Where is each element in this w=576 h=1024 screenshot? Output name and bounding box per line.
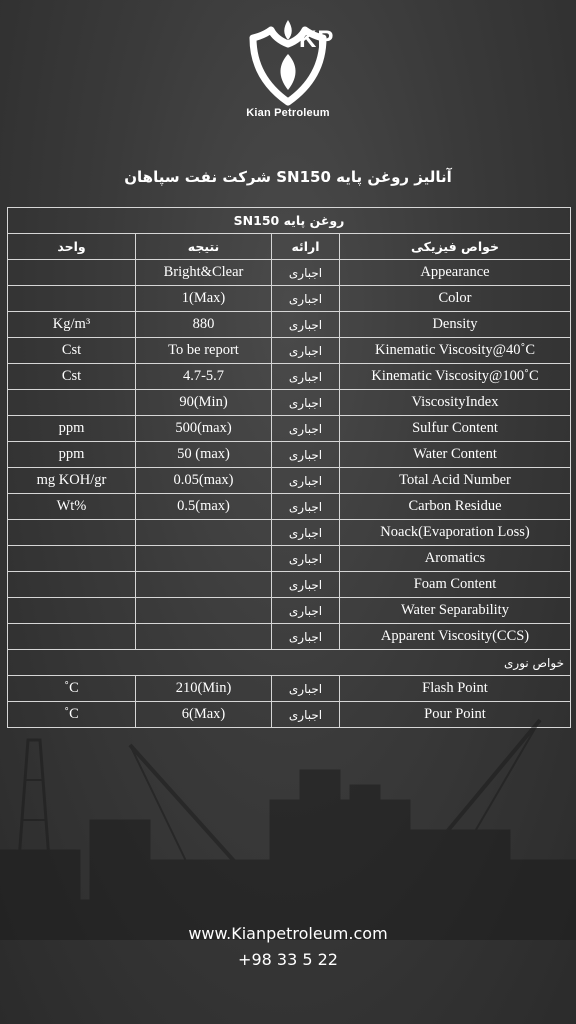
requirement-cell: اجباری bbox=[272, 286, 340, 312]
property-cell: Total Acid Number bbox=[340, 468, 571, 494]
table-row bbox=[8, 598, 571, 624]
table-row bbox=[8, 494, 571, 520]
property-cell: Water Content bbox=[340, 442, 571, 468]
table-row bbox=[8, 624, 571, 650]
table-row bbox=[8, 312, 571, 338]
column-header-property: خواص فیزیکی bbox=[340, 234, 571, 260]
unit-cell: Kg/m³ bbox=[8, 312, 136, 338]
result-cell bbox=[136, 598, 272, 624]
page-title: آنالیز روغن پایه SN150 شرکت نفت سپاهان bbox=[124, 168, 452, 186]
phone-number: +98 33 5 22 bbox=[238, 950, 338, 969]
requirement-cell: اجباری bbox=[272, 624, 340, 650]
property-cell: Color bbox=[340, 286, 571, 312]
unit-cell: ˚C bbox=[8, 702, 136, 728]
result-cell bbox=[136, 624, 272, 650]
unit-cell: ppm bbox=[8, 416, 136, 442]
column-header-unit: واحد bbox=[8, 234, 136, 260]
unit-cell bbox=[8, 260, 136, 286]
table-row bbox=[8, 520, 571, 546]
requirement-cell: اجباری bbox=[272, 598, 340, 624]
table-row bbox=[8, 546, 571, 572]
unit-cell: ppm bbox=[8, 442, 136, 468]
requirement-cell: اجباری bbox=[272, 676, 340, 702]
section-row bbox=[8, 650, 571, 676]
website-link[interactable]: www.Kianpetroleum.com bbox=[188, 924, 388, 943]
result-cell: 880 bbox=[136, 312, 272, 338]
table-row bbox=[8, 676, 571, 702]
table-row bbox=[8, 572, 571, 598]
result-cell: 0.05(max) bbox=[136, 468, 272, 494]
property-cell: Apparent Viscosity(CCS) bbox=[340, 624, 571, 650]
result-cell bbox=[136, 572, 272, 598]
table-row bbox=[8, 468, 571, 494]
result-cell: 500(max) bbox=[136, 416, 272, 442]
property-cell: Sulfur Content bbox=[340, 416, 571, 442]
result-cell: 50 (max) bbox=[136, 442, 272, 468]
property-cell: Kinematic Viscosity@100˚C bbox=[340, 364, 571, 390]
property-cell: Density bbox=[340, 312, 571, 338]
section-label: خواص نوری bbox=[8, 650, 571, 676]
column-header-result: نتیجه bbox=[136, 234, 272, 260]
unit-cell bbox=[8, 390, 136, 416]
unit-cell bbox=[8, 598, 136, 624]
table-caption-row bbox=[8, 208, 571, 234]
table-header-row bbox=[8, 234, 571, 260]
table-row bbox=[8, 364, 571, 390]
requirement-cell: اجباری bbox=[272, 572, 340, 598]
result-cell: 90(Min) bbox=[136, 390, 272, 416]
specification-table bbox=[7, 207, 571, 728]
requirement-cell: اجباری bbox=[272, 364, 340, 390]
result-cell bbox=[136, 520, 272, 546]
result-cell: Bright&Clear bbox=[136, 260, 272, 286]
table-row bbox=[8, 260, 571, 286]
table-row bbox=[8, 442, 571, 468]
property-cell: Carbon Residue bbox=[340, 494, 571, 520]
property-cell: Water Separability bbox=[340, 598, 571, 624]
property-cell: Noack(Evaporation Loss) bbox=[340, 520, 571, 546]
unit-cell bbox=[8, 286, 136, 312]
unit-cell: Wt% bbox=[8, 494, 136, 520]
requirement-cell: اجباری bbox=[272, 702, 340, 728]
table-caption: روغن پایه SN150 bbox=[8, 208, 571, 234]
unit-cell: Cst bbox=[8, 338, 136, 364]
requirement-cell: اجباری bbox=[272, 494, 340, 520]
property-cell: ViscosityIndex bbox=[340, 390, 571, 416]
table-row bbox=[8, 286, 571, 312]
unit-cell: Cst bbox=[8, 364, 136, 390]
unit-cell bbox=[8, 572, 136, 598]
table-row bbox=[8, 416, 571, 442]
result-cell: 0.5(max) bbox=[136, 494, 272, 520]
result-cell: 4.7-5.7 bbox=[136, 364, 272, 390]
logo-letters: KP bbox=[299, 26, 335, 53]
result-cell bbox=[136, 546, 272, 572]
property-cell: Foam Content bbox=[340, 572, 571, 598]
requirement-cell: اجباری bbox=[272, 390, 340, 416]
unit-cell bbox=[8, 546, 136, 572]
property-cell: Kinematic Viscosity@40˚C bbox=[340, 338, 571, 364]
property-cell: Pour Point bbox=[340, 702, 571, 728]
result-cell: To be report bbox=[136, 338, 272, 364]
property-cell: Appearance bbox=[340, 260, 571, 286]
oil-rig-skyline-illustration bbox=[0, 700, 576, 940]
requirement-cell: اجباری bbox=[272, 338, 340, 364]
requirement-cell: اجباری bbox=[272, 520, 340, 546]
requirement-cell: اجباری bbox=[272, 312, 340, 338]
requirement-cell: اجباری bbox=[272, 546, 340, 572]
table-row bbox=[8, 338, 571, 364]
unit-cell: mg KOH/gr bbox=[8, 468, 136, 494]
requirement-cell: اجباری bbox=[272, 442, 340, 468]
result-cell: 6(Max) bbox=[136, 702, 272, 728]
brand-name: Kian Petroleum bbox=[246, 107, 330, 119]
column-header-requirement: ارائه bbox=[272, 234, 340, 260]
unit-cell: ˚C bbox=[8, 676, 136, 702]
unit-cell bbox=[8, 520, 136, 546]
table-row bbox=[8, 390, 571, 416]
requirement-cell: اجباری bbox=[272, 260, 340, 286]
result-cell: 1(Max) bbox=[136, 286, 272, 312]
result-cell: 210(Min) bbox=[136, 676, 272, 702]
unit-cell bbox=[8, 624, 136, 650]
property-cell: Aromatics bbox=[340, 546, 571, 572]
requirement-cell: اجباری bbox=[272, 468, 340, 494]
requirement-cell: اجباری bbox=[272, 416, 340, 442]
property-cell: Flash Point bbox=[340, 676, 571, 702]
